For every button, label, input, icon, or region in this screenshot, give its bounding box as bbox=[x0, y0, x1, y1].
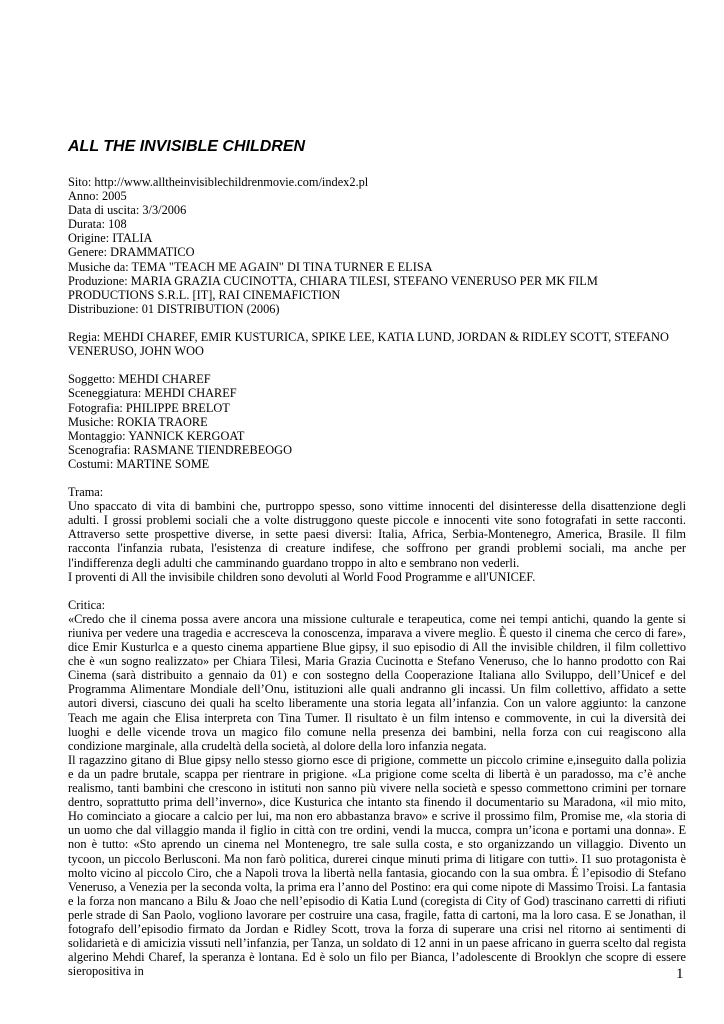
crew-editing: Montaggio: YANNICK KERGOAT bbox=[68, 428, 245, 443]
info-release-date: Data di uscita: 3/3/2006 bbox=[68, 203, 187, 218]
plot-note: I proventi di All the invisibile children sono devoluti al World Food Programme e all'UNICEF. bbox=[68, 569, 536, 584]
plot-heading: Trama: bbox=[68, 485, 104, 500]
spacer bbox=[68, 471, 686, 485]
plot-text: Uno spaccato di vita di bambini che, purtroppo spesso, sono vittime innocenti del disinteresse della disattenzione degli adulti. I grossi problemi sociali che a volte distruggono queste piccole e innocenti vite sono fotografati in sette racconti. Attraverso sette prospettive diverse, in sette paesi diversi: Italia, Africa, Serbia-Montenegro, America, Brasile. Il film racconta l'infanzia rubata, l'esistenza di creature indifese, che soffrono per grandi problemi sociali, ma anche per l'indifferenza degli adulti che camminando guardano troppo in alto e sembrano non vederli. bbox=[68, 499, 686, 570]
info-music: Musiche da: TEMA "TEACH ME AGAIN" DI TINA TURNER E ELISA bbox=[68, 259, 433, 274]
crew-screenplay: Sceneggiatura: MEHDI CHAREF bbox=[68, 386, 237, 401]
info-year: Anno: 2005 bbox=[68, 189, 127, 204]
info-site: Sito: http://www.alltheinvisiblechildrenmovie.com/index2.pl bbox=[68, 175, 369, 189]
info-duration: Durata: 108 bbox=[68, 217, 127, 232]
info-origin: Origine: ITALIA bbox=[68, 231, 153, 246]
spacer bbox=[68, 316, 686, 330]
crew-scenography: Scenografia: RASMANE TIENDREBEOGO bbox=[68, 442, 292, 457]
review-paragraph: «Credo che il cinema possa avere ancora una missione culturale e terapeutica, come nei tempi antichi, quando la gente si riuniva per vedere una tragedia e accresceva la conoscenza, imparava a vivere meglio. È questo il cinema che cerco di fare», dice Emir Kusturlca e a questo cinema appartiene Blue gipsy, il suo episodio di All the invisible children, il film collettivo che è «un sogno realizzato» per Chiara Tilesi, Maria Grazia Cucinotta e Stefano Veneruso, che lo hanno prodotto con Rai Cinema (sarà distribuito a gennaio da 01) e con sostegno della Cooperazione Italiana allo Sviluppo, dell’Unicef e del Programma Alimentare Mondiale dell’Onu, istituzioni alle quali andranno gli incassi. Un film collettivo, affidato a sette autori diversi, ciascuno dei quali ha scelto liberamente una storia legata all’infanzia. Con un valore aggiunto: la canzone Teach me again che Elisa interpreta con Tina Tumer. Il risultato è un film intenso e commovente, in cui la diversità dei luoghi e delle vicende trova un magico filo comune nella presenza dei bambini, nella forza con cui reagiscono alla condizione marginale, alla crudeltà della società, al dolore della loro infanzia negata. bbox=[68, 611, 686, 753]
spacer bbox=[68, 584, 686, 598]
document-body bbox=[68, 175, 686, 978]
info-production: Produzione: MARIA GRAZIA CUCINOTTA, CHIARA TILESI, STEFANO VENERUSO PER MK FILM PRODUCTIONS S.R.L. [IT], RAI CINEMAFICTION bbox=[68, 273, 598, 302]
info-distribution: Distribuzione: 01 DISTRIBUTION (2006) bbox=[68, 301, 280, 316]
crew-music: Musiche: ROKIA TRAORE bbox=[68, 414, 208, 429]
crew-photography: Fotografia: PHILIPPE BRELOT bbox=[68, 400, 230, 415]
crew-subject: Soggetto: MEHDI CHAREF bbox=[68, 372, 211, 387]
document-title: ALL THE INVISIBLE CHILDREN bbox=[68, 138, 306, 155]
review-paragraph: Il ragazzino gitano di Blue gipsy nello stesso giorno esce di prigione, commette un piccolo crimine e,inseguito dalla polizia e da un padre brutale, scappa per rientrare in prigione. «La prigione come scelta di libertà è un paradosso, ma c’è anche realismo, tanti bambini che crescono in istituti non sanno più vivere nella società e spesso commettono crimini per tornare dentro, soprattutto prima dell’inverno», dice Kusturica che intanto sta finendo il documentario su Maradona, «il mio mito, Ho cominciato a giocare a calcio per lui, ma non ero abbastanza bravo» e scrive il prossimo film, Promise me, «la storia di un uomo che dal villaggio manda il figlio in città con tre ordini, vendi la mucca, compra un’icona e portami una donna». E non è tutto: «Sto aprendo un cinema nel Montenegro, tre sale sulla costa, e sto organizzando un villaggio. Divento un tycoon, un piccolo Berlusconi. Ma non farò politica, durerei cinque minuti prima di litigare con tutti». I1 suo protagonista è molto vicino al piccolo Ciro, che a Napoli trova la libertà nella fantasia, giocando con la sua ombra. É l’episodio di Stefano Veneruso, a Venezia per la seconda volta, la prima era l’anno del Postino: era qui come nipote di Massimo Troisi. La fantasia e la forza non mancano a Bilu & Joao che nell’episodio di Katia Lund (coregista di City of God) trascinano carretti di rifiuti perle strade di San Paolo, vogliono lavorare per costruire una casa, fragile, fatta di cartoni, ma la loro casa. E se Jonathan, il fotografo dell’episodio firmato da Jordan e Ridley Scott, trova la forza di superare una crisi nel ritorno ai sentimenti di solidarietà e di amicizia vissuti nell’infanzia, per Tanza, un soldato di 12 anni in un paese africano in guerra scelto dal regista algerino Mehdi Charef, la speranza è lontana. Ed è solo un filo per Bianca, l’adolescente di Brooklyn che scopre di essere sieropositiva in bbox=[68, 752, 686, 979]
spacer bbox=[68, 358, 686, 372]
crew-costumes: Costumi: MARTINE SOME bbox=[68, 456, 210, 471]
info-genre: Genere: DRAMMATICO bbox=[68, 245, 195, 260]
page-number: 1 bbox=[676, 966, 684, 982]
review-heading: Critica: bbox=[68, 597, 106, 612]
info-direction: Regia: MEHDI CHAREF, EMIR KUSTURICA, SPIKE LEE, KATIA LUND, JORDAN & RIDLEY SCOTT, STEFANO VENERUSO, JOHN WOO bbox=[68, 330, 669, 359]
